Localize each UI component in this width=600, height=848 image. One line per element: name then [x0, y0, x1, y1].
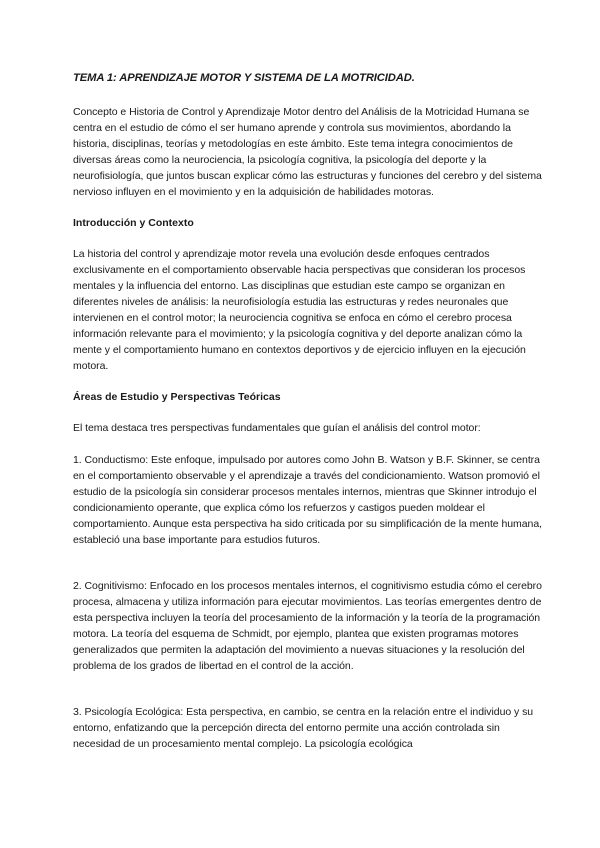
document-title: TEMA 1: APRENDIZAJE MOTOR Y SISTEMA DE LA MOTRICIDAD.	[73, 72, 415, 84]
section-introduccion-body: La historia del control y aprendizaje motor revela una evolución desde enfoques centrados exclusivamente en el comportamiento observable hacia perspectivas que consideran los procesos mentales y la influencia del entorno. Las disciplinas que estudian este campo se organizan en diferentes niveles de análisis: la neurofisiología estudia las estructuras y redes neuronales que intervienen en el control motor; la neurociencia cognitiva se enfoca en cómo el cerebro procesa información relevante para el movimiento; y la psicología cognitiva y del deporte analizan cómo la mente y el comportamiento humano en contextos deportivos y de ejercicio influyen en la ejecución motora.	[73, 248, 526, 372]
section-areas-lead: El tema destaca tres perspectivas fundamentales que guían el análisis del control motor:	[73, 422, 481, 434]
list-item-conductismo: 1. Conductismo: Este enfoque, impulsado por autores como John B. Watson y B.F. Skinner, se centra en el comportamiento observable y el aprendizaje a través del condicionamiento. Watson promovió el estudio de la psicología sin considerar procesos mentales internos, mientras que Skinner introdujo el condicionamiento operante, que explica cómo los refuerzos y castigos pueden moldear el comportamiento. Aunque esta perspectiva ha sido criticada por su simplificación de la mente humana, estableció una base importante para estudios futuros.	[73, 454, 542, 546]
list-item-psicologia-ecologica: 3. Psicología Ecológica: Esta perspectiva, en cambio, se centra en la relación entre el individuo y su entorno, enfatizando que la percepción directa del entorno permite una acción controlada sin necesidad de un procesamiento mental complejo. La psicología ecológica	[73, 706, 534, 750]
section-heading-introduccion: Introducción y Contexto	[73, 217, 194, 229]
intro-paragraph: Concepto e Historia de Control y Aprendizaje Motor dentro del Análisis de la Motricidad Humana se centra en el estudio de cómo el ser humano aprende y controla sus movimientos, abordando la historia, disciplinas, teorías y metodologías en este ámbito. Este tema integra conocimientos de diversas áreas como la neurociencia, la psicología cognitiva, la psicología del deporte y la neurofisiología, que juntos buscan explicar cómo las estructuras y funciones del cerebro y del sistema nervioso influyen en el movimiento y en la adquisición de habilidades motoras.	[73, 106, 542, 198]
section-heading-areas: Áreas de Estudio y Perspectivas Teóricas	[73, 391, 281, 403]
list-item-cognitivismo: 2. Cognitivismo: Enfocado en los procesos mentales internos, el cognitivismo estudia cómo el cerebro procesa, almacena y utiliza información para ejecutar movimientos. Las teorías emergentes dentro de esta perspectiva incluyen la teoría del procesamiento de la información y la teoría de la programación motora. La teoría del esquema de Schmidt, por ejemplo, plantea que existen programas motores generalizados que permiten la adaptación del movimiento a nuevas situaciones y la resolución del problema de los grados de libertad en el control de la acción.	[73, 580, 542, 672]
